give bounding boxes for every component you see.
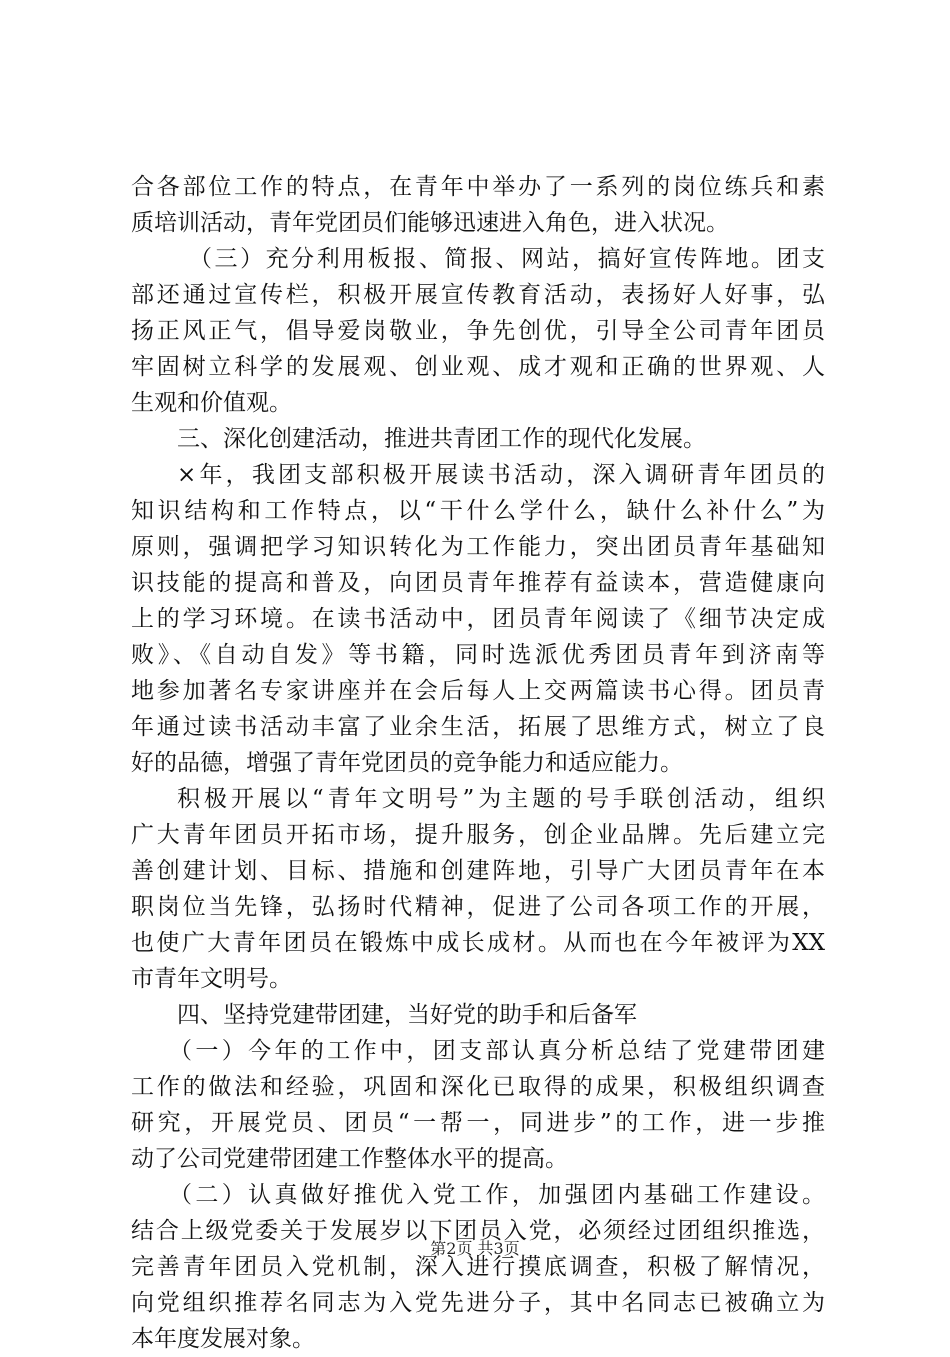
body-text: [131, 169, 825, 1357]
text-line: 质培训活动，青年党团员们能够迅速进入角色，进入状况。: [131, 210, 729, 236]
text-line: 原则，强调把学习知识转化为工作能力，突出团员青年基础知: [131, 534, 825, 560]
text-line: 扬正风正气，倡导爱岗敬业，争先创优，引导全公司青年团员: [131, 318, 825, 344]
text-line: 部还通过宣传栏，积极开展宣传教育活动，表扬好人好事，弘: [131, 282, 825, 308]
paragraph-start-line: （三）充分利用板报、简报、网站，搞好宣传阵地。团支: [189, 246, 825, 272]
text-line: 也使广大青年团员在锻炼中成长成材。从而也在今年被评为XX: [131, 930, 825, 956]
text-line: 好的品德，增强了青年党团员的竞争能力和适应能力。: [131, 750, 683, 776]
text-line: 合各部位工作的特点，在青年中举办了一系列的岗位练兵和素: [131, 174, 825, 200]
text-line: 识技能的提高和普及，向团员青年推荐有益读本，营造健康向: [131, 570, 825, 596]
text-line: 结合上级党委关于发展岁以下团员入党，必须经过团组织推选，: [131, 1218, 825, 1244]
section-heading: 三、深化创建活动，推进共青团工作的现代化发展。: [177, 426, 706, 452]
text-line: 职岗位当先锋，弘扬时代精神，促进了公司各项工作的开展，: [131, 894, 825, 920]
paragraph-start-line: （一）今年的工作中，团支部认真分析总结了党建带团建: [169, 1038, 825, 1064]
text-line: 地参加著名专家讲座并在会后每人上交两篇读书心得。团员青: [131, 678, 825, 704]
text-line: 动了公司党建带团建工作整体水平的提高。: [131, 1146, 568, 1172]
text-line: 广大青年团员开拓市场，提升服务，创企业品牌。先后建立完: [131, 822, 825, 848]
text-line: 研究，开展党员、团员“一帮一，同进步”的工作，进一步推: [131, 1110, 825, 1136]
section-heading: 四、坚持党建带团建，当好党的助手和后备军: [177, 1002, 637, 1028]
text-line: 牢固树立科学的发展观、创业观、成才观和正确的世界观、人: [131, 354, 825, 380]
paragraph-start-line: ×年，我团支部积极开展读书活动，深入调研青年团员的: [177, 462, 825, 488]
text-line: 败》、《自动自发》等书籍，同时选派优秀团员青年到济南等: [131, 642, 825, 668]
page-number-footer: 第2页 共3页: [430, 1239, 520, 1258]
text-line: 向党组织推荐名同志为入党先进分子，其中名同志已被确立为: [131, 1290, 825, 1316]
text-line: 生观和价值观。: [131, 390, 292, 416]
text-line: 工作的做法和经验，巩固和深化已取得的成果，积极组织调查: [131, 1074, 825, 1100]
text-line: 上的学习环境。在读书活动中，团员青年阅读了《细节决定成: [131, 606, 825, 632]
paragraph-start-line: （二）认真做好推优入党工作，加强团内基础工作建设。: [169, 1182, 825, 1208]
text-line: 本年度发展对象。: [131, 1326, 315, 1352]
text-line: 完善青年团员入党机制，深入进行摸底调查，积极了解情况，: [131, 1254, 825, 1280]
text-line: 市青年文明号。: [131, 966, 292, 992]
paragraph-start-line: 积极开展以“青年文明号”为主题的号手联创活动，组织: [177, 786, 825, 812]
text-line: 知识结构和工作特点，以“干什么学什么，缺什么补什么”为: [131, 498, 825, 524]
text-line: 善创建计划、目标、措施和创建阵地，引导广大团员青年在本: [131, 858, 825, 884]
text-line: 年通过读书活动丰富了业余生活，拓展了思维方式，树立了良: [131, 714, 825, 740]
